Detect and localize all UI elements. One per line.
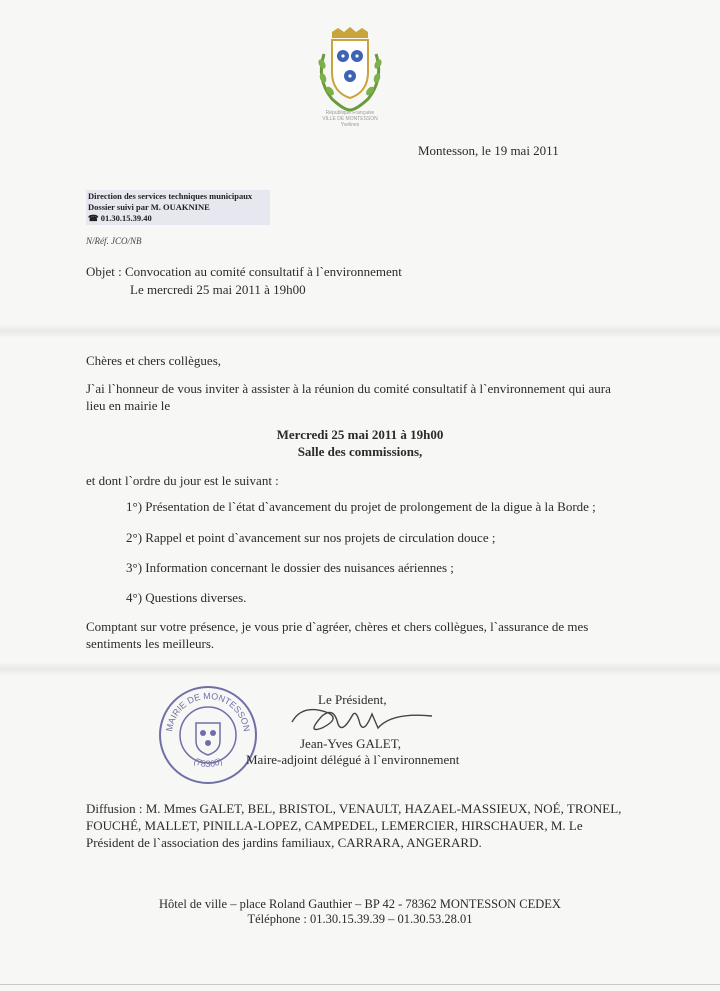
agenda-item: 3°) Information concernant le dossier des nuisances aériennes ; <box>126 560 454 575</box>
page-edge <box>0 984 720 985</box>
agenda-item: 4°) Questions diverses. <box>126 590 247 605</box>
paper-fold <box>0 324 720 338</box>
sender-block <box>86 190 270 225</box>
stamp-bottom-text: (78360) <box>192 755 224 769</box>
handwritten-signature <box>282 694 442 742</box>
letter-date: Montesson, le 19 mai 2011 <box>418 143 559 158</box>
reference: N/Réf. JCO/NB <box>86 236 142 246</box>
signature-name: Jean-Yves GALET, <box>300 736 401 751</box>
subject-date: Le mercredi 25 mai 2011 à 19h00 <box>130 282 306 297</box>
crest-caption-line: VILLE DE MONTESSON <box>322 116 378 122</box>
footer-phone: Téléphone : 01.30.15.39.39 – 01.30.53.28.01 <box>247 912 473 926</box>
salutation: Chères et chers collègues, <box>86 353 222 368</box>
subject-line: Objet : Convocation au comité consultatif à l`environnement <box>86 264 402 279</box>
municipal-stamp <box>156 683 260 787</box>
agenda-item: 1°) Présentation de l`état d`avancement du projet de prolongement de la digue à la Borde ; <box>126 499 596 514</box>
signature-role: Maire-adjoint délégué à l`environnement <box>246 752 460 767</box>
crest-caption-line: Yvelines <box>340 122 360 128</box>
signature-title: Le Président, <box>318 692 387 707</box>
closing-paragraph: Comptant sur votre présence, je vous prie d`agréer, chères et chers collègues, l`assurance de mes sentiments les meilleurs. <box>86 619 589 651</box>
city-crest-logo <box>310 24 390 114</box>
diffusion-list: Diffusion : M. Mmes GALET, BEL, BRISTOL, VENAULT, HAZAEL-MASSIEUX, NOÉ, TRONEL, FOUCHÉ, MALLET, PINILLA-LOPEZ, CAMPEDEL, LEMERCIER, HIRSCHAUER, M. Le Président de l`association des jardins familiaux, CARRARA, ANGERARD. <box>86 801 622 850</box>
sender-followed-by: Dossier suivi par M. OUAKNINE <box>88 202 210 212</box>
sender-phone: ☎ 01.30.15.39.40 <box>88 213 152 223</box>
crest-caption <box>300 110 400 128</box>
subject-block <box>86 263 402 299</box>
svg-text:(78360) <box>192 756 224 769</box>
paper-fold <box>0 662 720 676</box>
agenda-intro: et dont l`ordre du jour est le suivant : <box>86 473 279 488</box>
meeting-room: Salle des commissions, <box>297 444 423 459</box>
agenda-item: 2°) Rappel et point d`avancement sur nos projets de circulation douce ; <box>126 530 496 545</box>
stamp-top-text: MAIRIE DE MONTESSON <box>164 690 252 733</box>
crest-caption-line: République Française <box>325 110 375 116</box>
intro-paragraph: J`ai l`honneur de vous inviter à assister à la réunion du comité consultatif à l`environnement qui aura lieu en mairie le <box>86 381 611 413</box>
footer-address: Hôtel de ville – place Roland Gauthier – BP 42 - 78362 MONTESSON CEDEX <box>159 897 561 911</box>
meeting-date: Mercredi 25 mai 2011 à 19h00 <box>276 427 444 442</box>
sender-department: Direction des services techniques municipaux <box>88 191 253 201</box>
